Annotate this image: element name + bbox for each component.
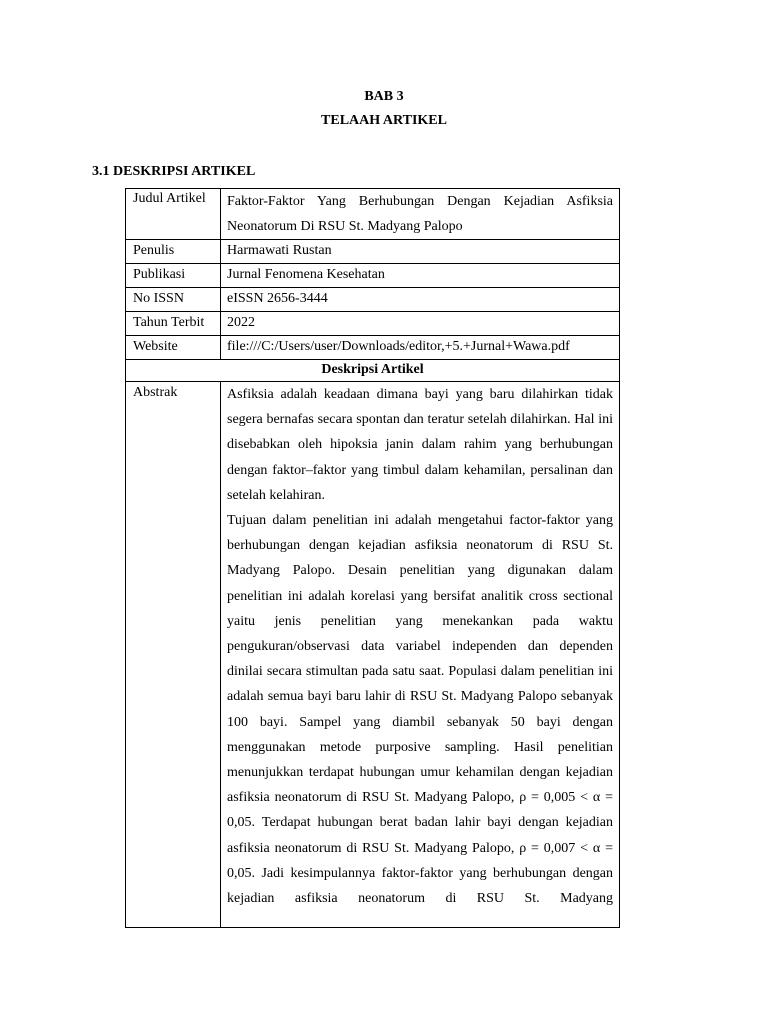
abstract-paragraph-1: Asfiksia adalah keadaan dimana bayi yang baru dilahirkan tidak segera bernafas secara spontan dan teratur setelah dilahirkan. Hal ini disebabkan oleh hipoksia janin dalam rahim yang berhubungan dengan faktor–faktor yang timbul dalam kehamilan, persalinan dan setelah kelahiran.: [227, 387, 613, 503]
row-label-publikasi: Publikasi: [126, 264, 221, 288]
row-value-tahun-terbit: 2022: [221, 312, 620, 336]
row-label-abstrak: Abstrak: [126, 382, 221, 928]
row-value-judul-artikel: Faktor-Faktor Yang Berhubungan Dengan Kejadian Asfiksia Neonatorum Di RSU St. Madyang Palopo: [221, 189, 620, 240]
table-row-publikasi: [126, 264, 620, 288]
table-row-abstrak: [126, 382, 620, 928]
row-value-abstrak: [221, 382, 620, 928]
table-row-penulis: [126, 240, 620, 264]
row-value-website: file:///C:/Users/user/Downloads/editor,+5.+Jurnal+Wawa.pdf: [221, 336, 620, 360]
article-info-table: [125, 188, 620, 928]
row-label-penulis: Penulis: [126, 240, 221, 264]
section-heading: 3.1 DESKRIPSI ARTIKEL: [92, 164, 256, 179]
chapter-title: TELAAH ARTIKEL: [321, 113, 447, 128]
row-label-website: Website: [126, 336, 221, 360]
row-label-no-issn: No ISSN: [126, 288, 221, 312]
chapter-number: BAB 3: [364, 89, 404, 104]
table-row-judul-artikel: [126, 189, 620, 240]
table-row-deskripsi-header: [126, 360, 620, 382]
table-row-tahun-terbit: [126, 312, 620, 336]
abstract-paragraph-2: Tujuan dalam penelitian ini adalah mengetahui factor-faktor yang berhubungan dengan kejadian asfiksia neonatorum di RSU St. Madyang Palopo. Desain penelitian yang digunakan dalam penelitian ini adalah korelasi yang bersifat analitik cross sectional yaitu jenis penelitian yang menekankan pada waktu pengukuran/observasi data variabel independen dan dependen dinilai secara stimultan pada satu saat. Populasi dalam penelitian ini adalah semua bayi baru lahir di RSU St. Madyang Palopo sebanyak 100 bayi. Sampel yang diambil sebanyak 50 bayi dengan menggunakan metode purposive sampling. Hasil penelitian menunjukkan terdapat hubungan umur kehamilan dengan kejadian asfiksia neonatorum di RSU St. Madyang Palopo, ρ = 0,005 < α = 0,05. Terdapat hubungan berat badan lahir bayi dengan kejadian asfiksia neonatorum di RSU St. Madyang Palopo, ρ = 0,007 < α = 0,05. Jadi kesimpulannya faktor-faktor yang berhubungan dengan kejadian asfiksia neonatorum di RSU St. Madyang: [227, 513, 613, 907]
row-value-publikasi: Jurnal Fenomena Kesehatan: [221, 264, 620, 288]
table-row-no-issn: [126, 288, 620, 312]
row-label-judul-artikel: Judul Artikel: [126, 189, 221, 240]
row-label-tahun-terbit: Tahun Terbit: [126, 312, 221, 336]
table-row-website: [126, 336, 620, 360]
row-value-no-issn: eISSN 2656-3444: [221, 288, 620, 312]
row-value-penulis: Harmawati Rustan: [221, 240, 620, 264]
description-header: Deskripsi Artikel: [126, 360, 620, 382]
